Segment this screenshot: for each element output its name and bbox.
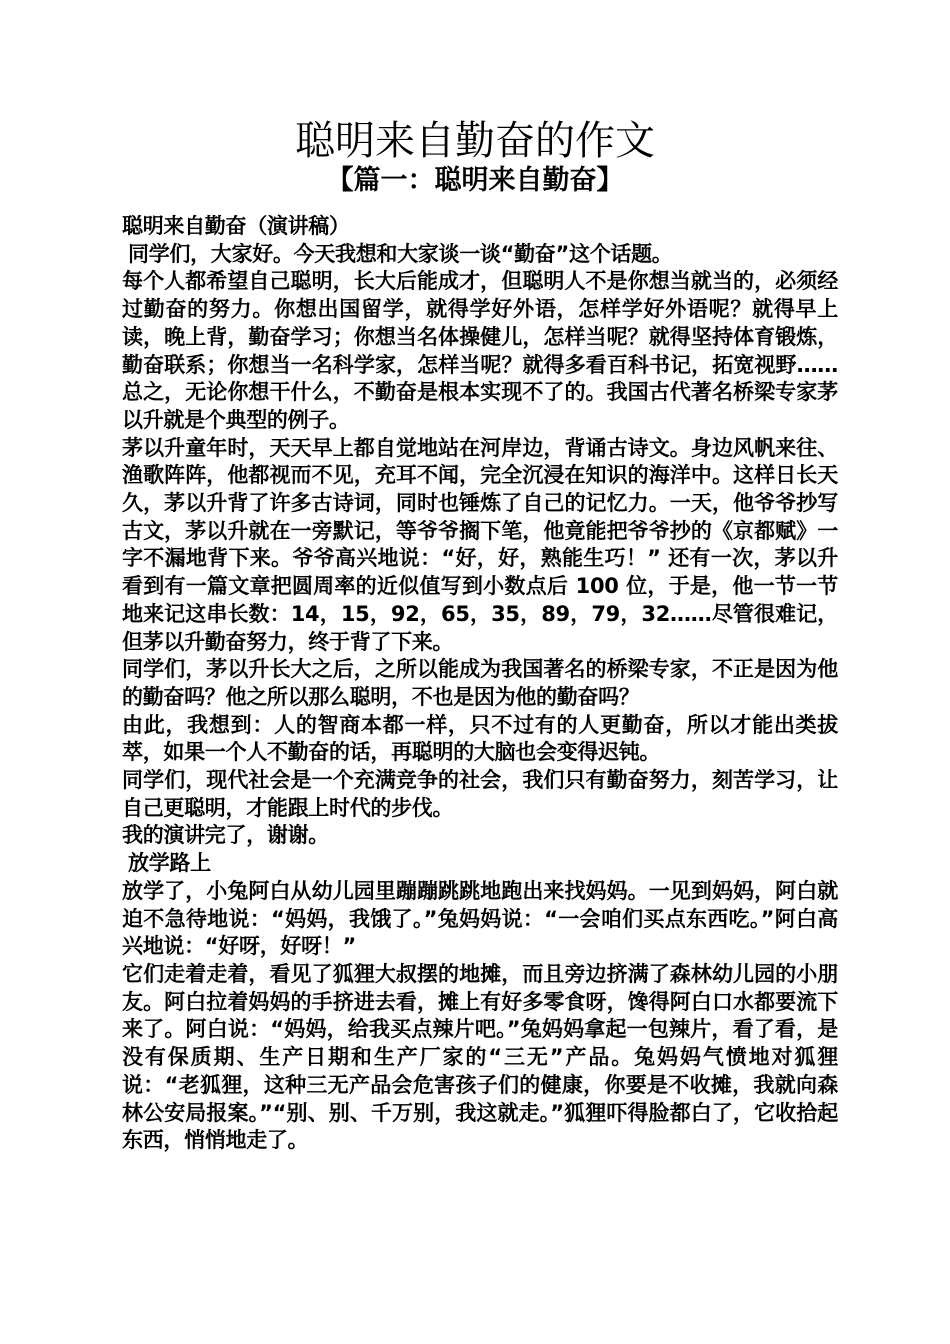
- paragraph-everyone-wants: 每个人都希望自己聪明，长大后能成才，但聪明人不是你想当就当的，必须经过勤奋的努力。你想出国留学，就得学好外语，怎样学好外语呢？就得早上读，晚上背，勤奋学习；你想当名体操健儿，怎样当呢？就得坚持体育锻炼，勤奋联系；你想当一名科学家，怎样当呢？就得多看百科书记，拓宽视野……总之，无论你想干什么，不勤奋是根本实现不了的。我国古代著名桥梁专家茅以升就是个典型的例子。: [122, 269, 838, 432]
- paragraph-story-fox: 它们走着走着，看见了狐狸大叔摆的地摊，而且旁边挤满了森林幼儿园的小朋友。阿白拉着妈妈的手挤进去看，摊上有好多零食呀，馋得阿白口水都要流下来了。阿白说：“妈妈，给我买点辣片吧。”兔妈妈拿起一包辣片，看了看，是没有保质期、生产日期和生产厂家的“三无”产品。兔妈妈气愤地对狐狸说：“老狐狸，这种三无产品会危害孩子们的健康，你要是不收摊，我就向森林公安局报案。”“别、别、千万别，我这就走。”狐狸吓得脸都白了，它收拾起东西，悄悄地走了。: [122, 961, 838, 1153]
- paragraph-mao-childhood: 茅以升童年时，天天早上都自觉地站在河岸边，背诵古诗文。身边风帆来往、渔歌阵阵，他都视而不见，充耳不闻，完全沉浸在知识的海洋中。这样日长天久，茅以升背了许多古诗词，同时也锤炼了自己的记忆力。一天，他爷爷抄写古文，茅以升就在一旁默记，等爷爷搁下笔，他竟能把爷爷抄的《京都赋》一字不漏地背下来。爷爷高兴地说：“好，好，熟能生巧！” 还有一次，茅以升看到有一篇文章把圆周率的近似值写到小数点后 100 位，于是，他一节一节地来记这串长数：14，15，92，65，35，89，79，32……尽管很难记，但茅以升勤奋努力，终于背了下来。: [122, 435, 838, 654]
- paragraph-story-title: 放学路上: [128, 851, 211, 876]
- document-subtitle: 【篇一：聪明来自勤奋】: [326, 165, 624, 196]
- paragraph-thanks: 我的演讲完了，谢谢。: [122, 823, 329, 848]
- document-body: [116, 213, 838, 1155]
- document-title: 聪明来自勤奋的作文: [295, 118, 655, 164]
- paragraph-greeting: 同学们，大家好。今天我想和大家谈一谈“勤奋”这个话题。: [128, 241, 673, 266]
- paragraph-modern-society: 同学们，现代社会是一个充满竞争的社会，我们只有勤奋努力，刻苦学习，让自己更聪明，才能跟上时代的步伐。: [122, 768, 838, 820]
- paragraph-conclusion: 由此，我想到：人的智商本都一样，只不过有的人更勤奋，所以才能出类拔萃，如果一个人不勤奋的话，再聪明的大脑也会变得迟钝。: [122, 712, 838, 765]
- paragraph-story-start: 放学了，小兔阿白从幼儿园里蹦蹦跳跳地跑出来找妈妈。一见到妈妈，阿白就迫不急待地说：“妈妈，我饿了。”兔妈妈说：“一会咱们买点东西吃。”阿白高兴地说：“好呀，好呀！”: [122, 878, 838, 959]
- paragraph-classmates-question: 同学们，茅以升长大之后，之所以能成为我国著名的桥梁专家，不正是因为他的勤奋吗？他之所以那么聪明，不也是因为他的勤奋吗？: [122, 657, 838, 709]
- paragraph-speech-title: 聪明来自勤奋（演讲稿）: [122, 214, 350, 238]
